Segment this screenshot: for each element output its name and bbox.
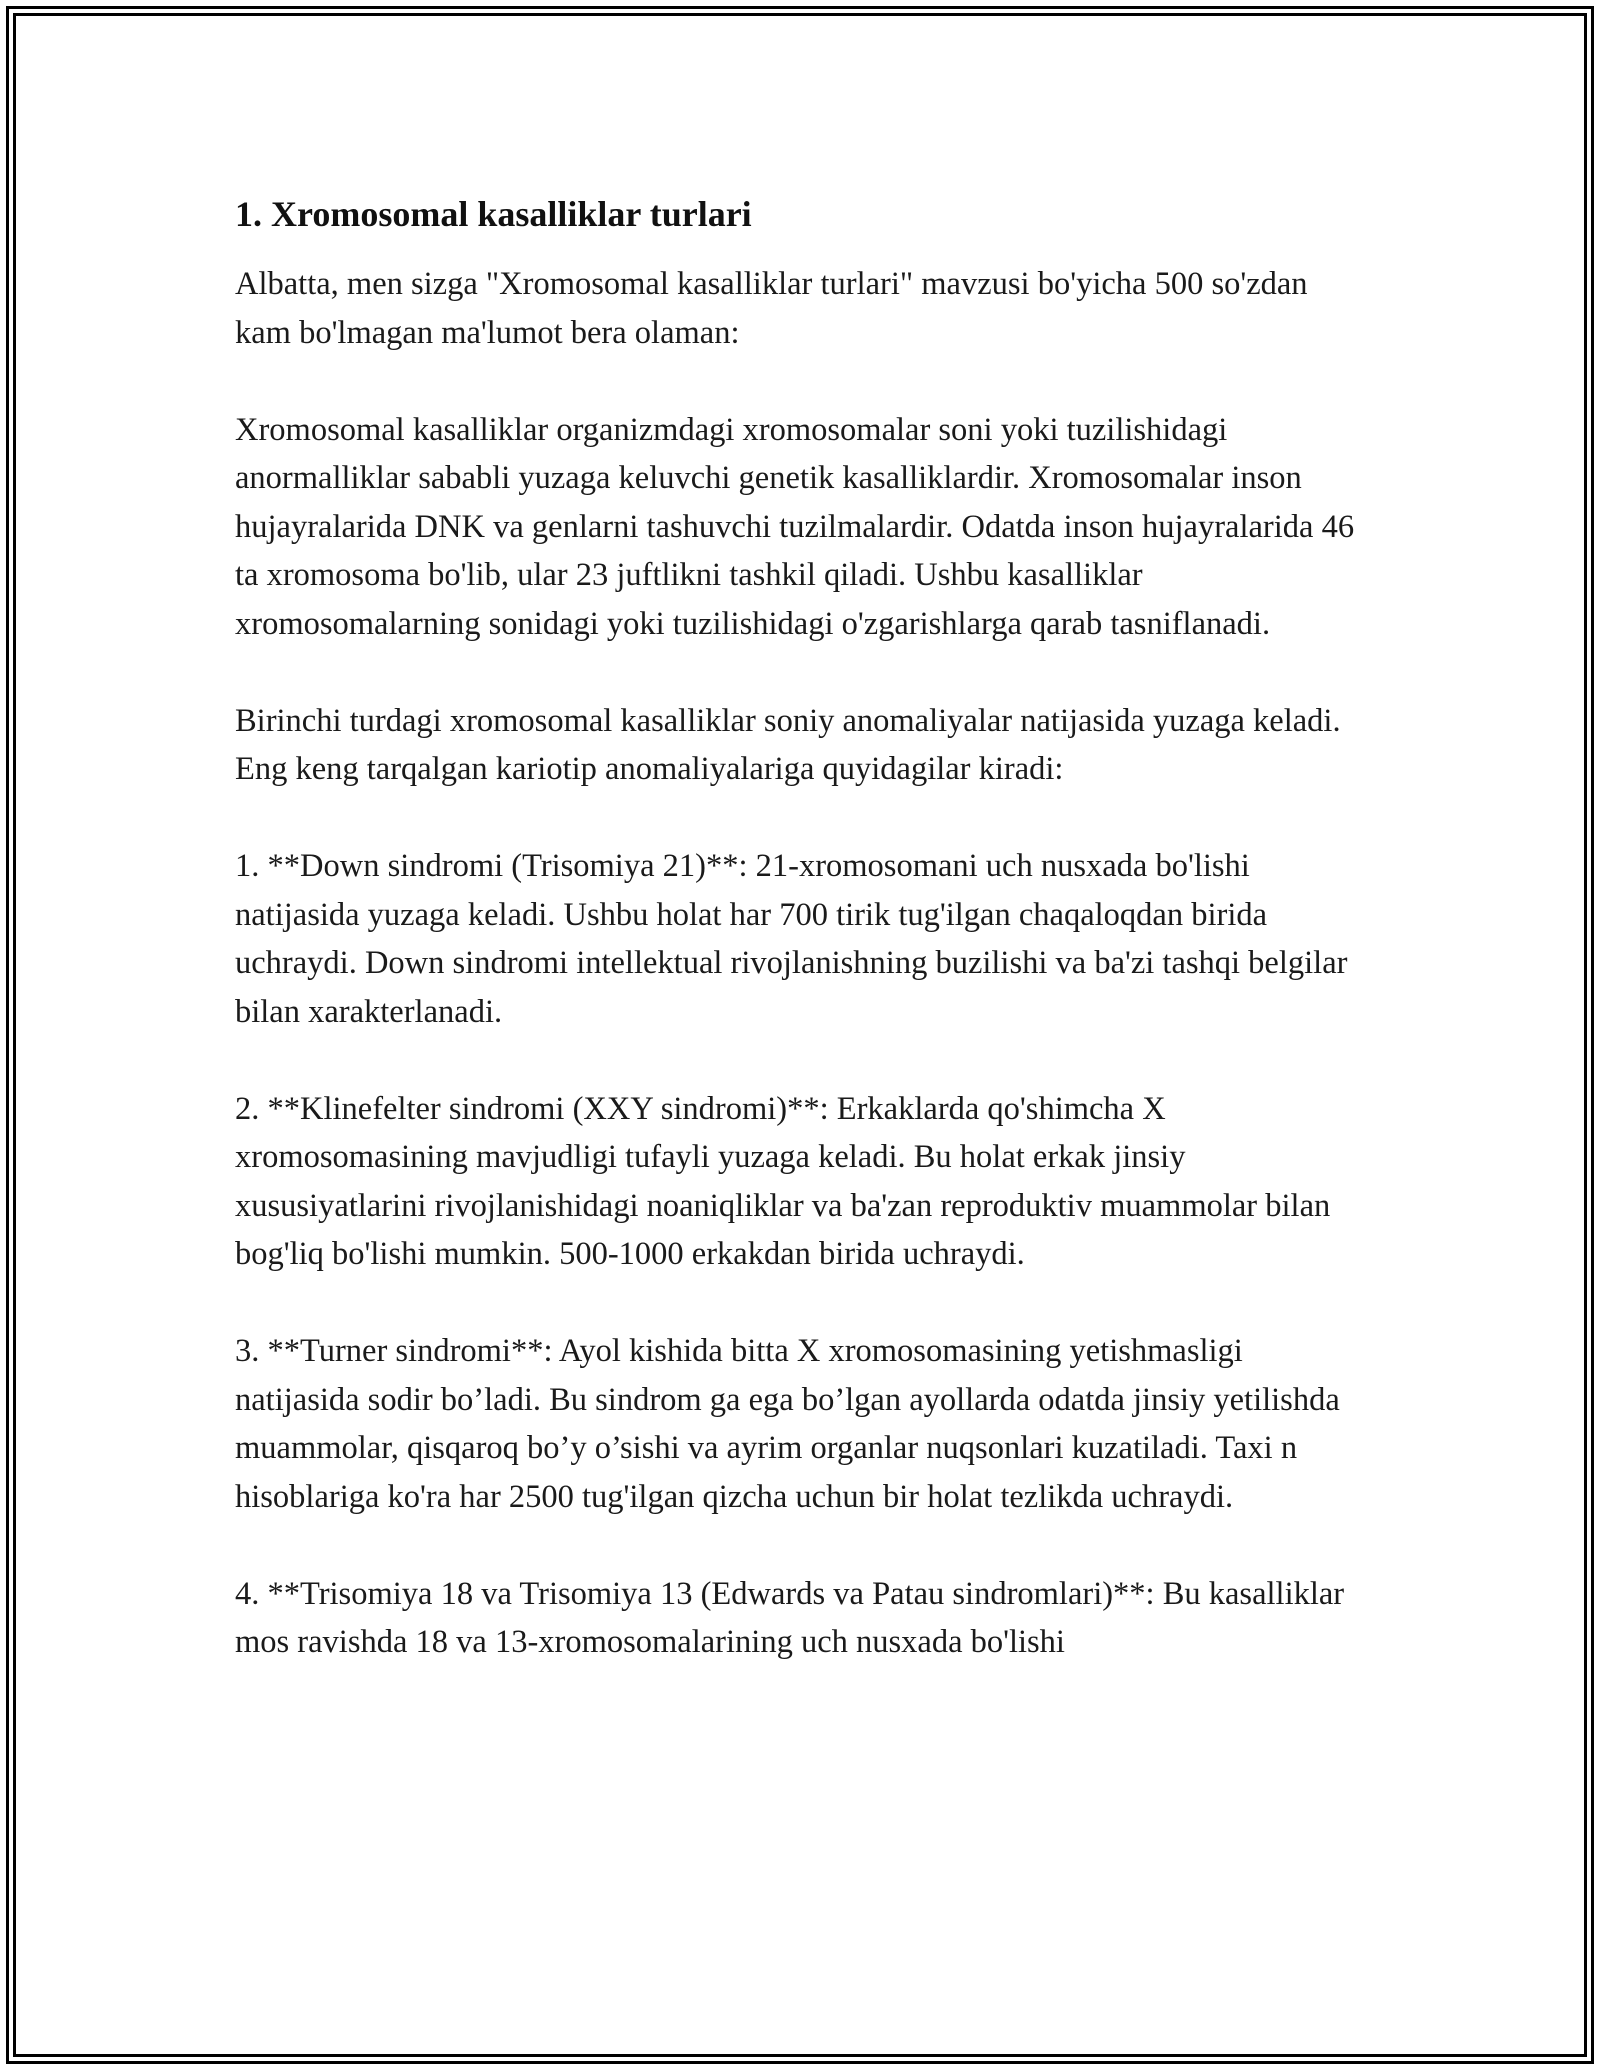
section-heading: 1. Xromosomal kasalliklar turlari [235,194,752,234]
document-body [235,190,1365,1667]
paragraph-numerical-anomalies: Birinchi turdagi xromosomal kasalliklar soniy anomaliyalar natijasida yuzaga keladi. Eng keng tarqalgan kariotip anomaliyalariga quyidagilar kiradi: [235,702,1341,787]
list-item-trisomy-18-13: 4. **Trisomiya 18 va Trisomiya 13 (Edwards va Patau sindromlari)**: Bu kasalliklar mos ravishda 18 va 13-xromosomalarining uch nusxada bo'lishi [235,1575,1345,1660]
list-item-klinefelter-syndrome: 2. **Klinefelter sindromi (XXY sindromi)**: Erkaklarda qo'shimcha X xromosomasining mavjudligi tufayli yuzaga keladi. Bu holat erkak jinsiy xususiyatlarini rivojlanishidagi noaniqliklar va ba'zan reproduktiv muammolar bilan bog'liq bo'lishi mumkin. 500-1000 erkakdan birida uchraydi. [235,1090,1331,1272]
list-item-turner-syndrome: 3. **Turner sindromi**: Ayol kishida bitta X xromosomasining yetishmasligi natijasida sodir bo’ladi. Bu sindrom ga ega bo’lgan ayollarda odatda jinsiy yetilishda muammolar, qisqaroq bo’y o’sishi va ayrim organlar nuqsonlari kuzatiladi. Taxi n hisoblariga ko'ra har 2500 tug'ilgan qizcha uchun bir holat tezlikda uchraydi. [235,1333,1340,1515]
paragraph-definition: Xromosomal kasalliklar organizmdagi xromosomalar soni yoki tuzilishidagi anormalliklar sababli yuzaga keluvchi genetik kasalliklardir. Xromosomalar inson hujayralarida DNK va genlarni tashuvchi tuzilmalardir. Odatda inson hujayralarida 46 ta xromosoma bo'lib, ular 23 juftlikni tashkil qiladi. Ushbu kasalliklar xromosomalarning sonidagi yoki tuzilishidagi o'zgarishlarga qarab tasniflanadi. [235,411,1355,642]
list-item-down-syndrome: 1. **Down sindromi (Trisomiya 21)**: 21-xromosomani uch nusxada bo'lishi natijasida yuzaga keladi. Ushbu holat har 700 tirik tug'ilgan chaqaloqdan birida uchraydi. Down sindromi intellektual rivojlanishning buzilishi va ba'zi tashqi belgilar bilan xarakterlanadi. [235,848,1348,1030]
paragraph-intro: Albatta, men sizga "Xromosomal kasalliklar turlari" mavzusi bo'yicha 500 so'zdan kam bo'lmagan ma'lumot bera olaman: [235,266,1308,351]
